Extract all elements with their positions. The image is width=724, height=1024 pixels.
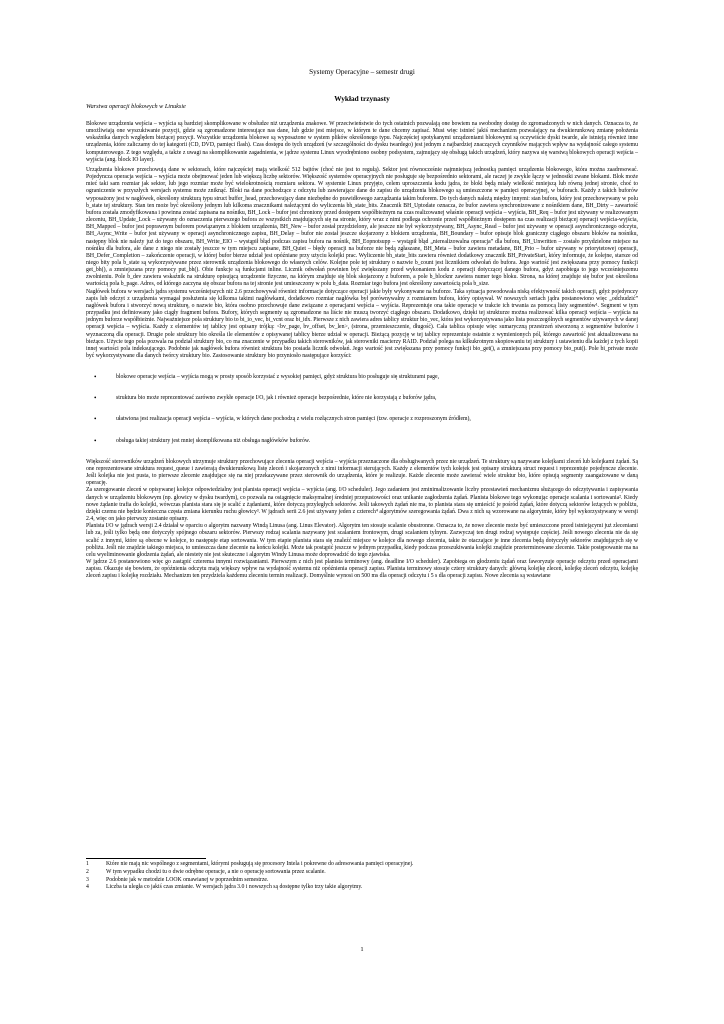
footnote-text: Które nie mają nic wspólnego z segmentami, którymi posługują się procesory Intela i pokrewne do adresowania pamięci operacyjnej. — [106, 861, 414, 867]
list-item-text: blokowe operacje wejścia – wyjścia mogą w prosty sposób korzystać z wysokiej pamięci, gdyż struktura bio posługuje się strukturami page, — [116, 374, 440, 381]
footnote-text: W tym wypadku chodzi tu o dwie odrębne operacje, a nie o operację sortowania przez scalanie. — [106, 868, 326, 875]
footnote-number: 4 — [86, 884, 89, 891]
footnote — [86, 877, 638, 885]
section-subtitle: Warstwa operacji blokowych w Linuksie — [86, 103, 186, 110]
paragraph-buffers: Urządzenia blokowe przechowują dane w sektorach, które najczęściej mają wielkość 512 bajtów (choć nie jest to regułą). Sektor jest równocześnie najmniejszą jednostką pamięci urządzenia blokowego, która można zaadresować. Pojedyncza operacja wejścia – wyjścia może obejmować jeden lub większą liczbę sektorów. Większość systemów operacyjnych nie posługuje się bezpośrednio sektorami, ale raczej je zwykle łączy w jednostki zwane blokami. Blok może mieć taki sam rozmiar jak sektor, lub jego rozmiar może być wielokrotnością rozmiaru sektora. W systemie Linux przyjęto, celem uproszczenia kodu jądra, że bloki będą miały wielkość mniejszą lub równą jednej stronie, choć to ograniczenie w przyszłych wersjach systemu może zniknąć. Bloki na dane pochodzące z odczytu lub zawierające dane do zapisu do urządzenia blokowego są umieszczone w pamięci operacyjnej, w buforach. Każdy z takich buforów wyposażony jest w nagłówek, określony strukturą typu struct buffer_head, przechowujący dane niezbędne do prawidłowego zarządzania takim buforem. Do tych danych należą między innymi: stan bufora, który jest przechowywany w polu b_state tej struktury. Stan ten może być określony jednym lub kilkoma znacznikami należącymi do wyliczenia bh_state_bits. Znacznik BH_Uptodate oznacza, że bufor zawiera synchronizowane z nośnikiem dane, BH_Dirty – zawartość bufora została zmodyfikowana i powinna zostać zapisana na nośniku, BH_Lock – bufor jest chroniony przed dostępem współbieżnym na czas realizowanej właśnie operacji wejścia – wyjścia, BH_Req – bufor jest używany w realizowanym zleceniu, BH_Update_Lock – używany do oznaczenia pierwszego bufora ze wszystkich znajdujących się na stronie, który wraz z nimi podlega ochronie przed współbieżnym dostępem na czas realizacji bieżącej operacji wejścia-wyjścia, BH_Mapped – bufor jest poprawnym buforem powiązanym z blokiem urządzenia, BH_New – bufor został przydzielony, ale jeszcze nie był wykorzystywany, BH_Async_Read – bufor jest używany w operacji asynchronicznego odczytu, BH_Async_Write – bufor jest używany w operacji asynchronicznego zapisu, BH_Delay – bufor nie został jeszcze skojarzony z blokiem urządzenia, BH_Boundary – bufor opisuje blok graniczny ciągłego obszaru bloków na nośniku, następny blok nie należy już do tego obszaru, BH_Write_EIO – wystąpił błąd podczas zapisu bufora na nośnik, BH_Eopnotsupp – wystąpił błąd „nierealizowalna operacja” dla bufora, BH_Unwritten – zostało przydzielone miejsce na nośniku dla bufora, ale dane z niego nie zostały jeszcze w tym miejscu zapisane, BH_Quiet – błędy operacji na buforze nie będą zgłaszane, BH_Meta – bufor zawiera metadane, BH_Prio – bufor używany w priorytetowej operacji, BH_Defer_Completion – zakończenie operacji, w której bufor bierze udział jest opóźniane przy użyciu kolejki prac. Wyliczenie bh_state_bits zawiera również dodatkowy znacznik BH_PrivateStart, który informuje, że kolejne, starsze od niego bity pola b_state są wykorzystywane przez sterownik urządzenia blokowego do własnych celów. Kolejne pole tej struktury o nazwie b_count jest licznikiem odwołań do bufora. Jego wartość jest zwiększana przy pomocy funkcji get_bh(), a zmniejszana przy pomocy put_bh(). Obie funkcje są funkcjami inline. Licznik odwołań powinien być zwiększany przed wykonaniem kodu z operacji dotyczącej danego bufora, gdyż zapobiega to jego wcześniejszemu zwolnieniu. Pole b_dev zawiera wskaźnik na strukturę opisującą urządzenie fizyczne, na którym znajduje się blok skojarzony z buforem, a pole b_blocknr zawiera numer tego bloku. Strona, na której znajduje się bufor jest określona wartością pola b_page. Adres, od którego zaczyna się obszar bufora na tej stronie jest umieszczony w polu b_data. Rozmiar tego bufora jest określony zawartością pola b_size. — [86, 166, 638, 288]
list-item-text: ułatwiona jest realizacja operacji wejścia – wyjścia, w których dane pochodzą z wielu rozłącznych stron pamięci (tzw. operacje z rozproszonym źródłem), — [116, 416, 471, 423]
paragraph-bio: Nagłówek bufora w wersjach jądra systemu wcześniejszych niż 2.6 przechowywał również informacje dotyczące operacji jakie były wykonywane na buforze. Taka sytuacja powodowała niską efektywność takich operacji, gdyż pojedynczy zapis lub odczyt z urządzenia wymagał posłużenia się kilkoma takimi nagłówkami, dodatkowo rozmiar nagłówka był porównywalny z rozmiarem bufora, który opisywał. W nowszych seriach jądra postanowiono więc „odchudzić” nagłówek bufora i stworzyć nową strukturę, o nazwie bio, która osobno przechowuje dane związane z operacjami wejścia – wyjścia. Reprezentuje ona takie operacje w trakcie ich trwania za pomocą listy segmentów¹. Segment w tym przypadku jest definiowany jako ciągły fragment bufora. Bufory, których segmenty są zgromadzone na liście nie muszą tworzyć ciągłego obszaru. Dodatkowo, dzięki tej strukturze można realizować kilka operacji wejścia – wyjścia na jednym buforze współbieżnie. Najważniejsze pola struktury bio to bi_io_vec, bi_vcnt oraz bi_idx. Pierwsze z nich zawiera adres tablicy struktur bio_vec, która jest wykorzystywana jako lista poszczególnych segmentów używanych w danej operacji wejścia – wyjścia. Każdy z elementów tej tablicy jest opisany trójką: <bv_page, bv_offset, bv_len>, (strona, przemieszczenie, długość). Cała tablica opisuje więc sumaryczną przestrzeń stworzoną z segmentów buforów i wyznaczoną dla operacji. Drugie pole struktury bio określa ile elementów z opisywanej tablicy bierze udział w operacji. Bieżącą pozycję w tej tablicy reprezentuje ostatnie z wymienionych pól, którego zawartość jest aktualizowana na bieżąco. Użycie tego pola pozwala na podział struktury bio, co ma znaczenie w przypadku takich sterowników, jak sterowniki macierzy RAID. Podział polega na kilkukrotnym skopiowaniu tej struktury i ustawieniu dla każdej z tych kopii innej wartości pola indeksującego. Podobnie jak nagłówek bufora również struktura bio posiada licznik odwołań. Jego wartość jest zwiększana przy pomocy funkcji bio_get(), a zmniejszana przy pomocy bio_put(). Pole bi_private może być wykorzystywane dla danych twórcy struktury bio. Zastosowanie struktury bio przyniosło następujące korzyści: — [86, 288, 638, 359]
document-page — [86, 68, 638, 580]
list-item — [94, 415, 638, 424]
bullet-icon: • — [94, 415, 97, 424]
bullet-icon: • — [94, 373, 97, 382]
footnote — [86, 869, 638, 877]
benefits-list — [86, 374, 638, 445]
footnote — [86, 884, 638, 892]
paragraph-request-queue: Większość sterowników urządzeń blokowych utrzymuje struktury przechowujące zlecenia operacji wejścia – wyjścia przeznaczone dla obsługiwanych przez nie urządzeń. Te struktury są nazywane kolejkami zleceń lub kolejkami żądań. Są one reprezentowane struktura request_queue i zawierają dwukierunkową listę zleceń i skojarzonych z nimi informacji sterujących. Każdy z elementów tych kolejek jest opisany strukturą struct request i reprezentuje pojedyncze zlecenie. Jeśli kolejka nie jest pusta, to pierwsze zlecenie znajdujące się na niej przekazywane przez sterownik do urządzenia, które je realizuje. Każde zlecenie może zawierać wiele struktur bio, które opisują segmenty zaangażowane w daną operację. — [86, 458, 638, 487]
list-item-text: struktura bio może reprezentować zarówno zwykłe operacje I/O, jak i również operacje bezpośrednie, które nie korzystają z buforów jądra, — [116, 395, 437, 402]
footnote-text: Podobnie jak w metodzie LOOK omawianej w poprzednim semestrze. — [106, 876, 269, 883]
footnote-text: Liczba ta uległa co jakiś czas zmianie. W wersjach jądra 3.0 i nowszych są dostępne tylko trzy takie algorytmy. — [106, 884, 363, 891]
footnote-number: 1 — [86, 861, 89, 867]
lecture-title: Wykład trzynasty — [334, 94, 390, 103]
paragraph-linus-elevator: Planista I/O w jądrach wersji 2.4 działał w oparciu o algorytm nazwany Windą Linusa (ang. Linus Elevator). Algorytm ten stosuje scalanie obustronne. Oznacza to, że nowe zlecenie może być umieszczone przed istniejącymi już zleceniami lub za, jeśli tylko będą one dotyczyły spójnego obszaru sektorów. Pierwszy rodzaj scalania nazywany jest scalaniem frontowym, drugi scalaniem tylnym. Zazwyczaj ten drugi rodzaj występuje częściej. Jeśli nowego zlecenia nie da się scalić z innymi, które są obecne w kolejce, to następuje etap sortowania. W tym etapie planista stara się znaleźć miejsce w kolejce dla nowego zlecenia, takie że otaczające je inne zlecenia będą dotyczyły sektorów znajdujących się w pobliżu. Jeśli nie znajdzie takiego miejsca, to umieszcza dane zlecenie na końcu kolejki. Może tak postąpić jeszcze w jednym przypadku, kiedy podczas przeszukiwania kolejki znajdzie przeterminowane zlecenie. Takie postępowanie ma na celu wyeliminowanie głodzenia żądań, ale niestety nie jest skuteczne i algorytm Windy Linusa może doprowadzić do tego zjawiska. — [86, 523, 638, 558]
paragraph-intro: Blokowe urządzenia wejścia – wyjścia są bardziej skomplikowane w obsłudze niż urządzenia znakowe. W przeciwieństwie do tych ostatnich pozwalają one bowiem na swobodny dostęp do zgromadzonych w nich danych. Oznacza to, że umożliwiają one wyszukiwanie pozycji, gdzie są zgromadzone interesujące nas dane, lub gdzie jest miejsce, w którym te dane chcemy zapisać. Musi więc istnieć jakiś mechanizm pozwalający na dwukierunkową zmianę położenia wskaźnika danych względem bieżącej pozycji. Wszystkie urządzenia blokowe są wyposażone w system plików określonego typu. Najczęściej spotykanymi urządzeniami blokowymi są oczywiście dyski twarde, ale istnieją również inne urządzenia, które zaliczamy do tej kategorii (CD, DVD, pamięci flash). Czas dostępu do tych urządzeń (w szczególności do dysku twardego) jest jednym z najbardziej znaczących czynników mających wpływ na wydajność całego systemu komputerowego. Z tego względu, a także z uwagi na skomplikowanie zagadnienia, w jądrze systemu Linux wyodrębniono osobny podsystem, zajmujący się obsługą takich urządzeń, który nazywa się warstwą blokowych operacji wejścia – wyjścia (ang. block IO layer). — [86, 121, 638, 163]
page-number: 1 — [360, 946, 364, 953]
paragraph-io-scheduler: Za szeregowanie zleceń w opisywanej kolejce odpowiedzialny jest planista operacji wejścia – wyjścia (ang. I/O scheduler). Jego zadaniem jest zminimalizowanie liczby przestawień mechanizmu służącego do odczytywania i zapisywania danych w urządzeniu blokowym (np. głowicy w dysku twardym), co pozwala na osiągnięcie maksymalnej średniej przepustowości oraz unikanie zagłodzenia żądań. Planista blokowe tego wykonując operacje scalania i sortowania². Kiedy nowe żądanie trafia do kolejki, wówczas planista stara się je scalić z żądaniami, które dotyczą przyległych sektorów. Jeśli takowych żądań nie ma, to planista stara się umieścić je pośród żądań, które dotyczą sektorów leżących w pobliżu, dzięki czemu nie będzie konieczna częsta zmiana kierunku ruchu głowicy³. W jądrach serii 2.6 jest używany jeden z czterech⁴ algorytmów szeregowania żądań. Dwa z nich są wzorowane na algorytmie, który był wykorzystywany w wersji 2.4, więc on jako pierwszy zostanie opisany. — [86, 487, 638, 523]
list-item — [94, 436, 638, 445]
footnote-divider — [86, 858, 206, 859]
footnotes — [86, 861, 638, 892]
list-item — [94, 394, 638, 403]
running-header: Systemy Operacyjne – semestr drugi — [309, 68, 415, 76]
list-item — [94, 373, 638, 382]
paragraph-deadline-scheduler: W jądrze 2.6 postanowiono więc go zastąpić czterema innymi rozwiązaniami. Pierwszym z nich jest planista terminowy (ang. deadline I/O scheduler). Zapobiega on głodzeniu żądań oraz faworyzuje operacje odczytu przed operacjami zapisu. Okazuje się bowiem, że opóźnienia odczytu mają większy wpływ na wydajność systemu niż opóźnienia operacji zapisu. Planista terminowy stosuje cztery struktury danych: główną kolejkę zleceń, kolejkę zleceń odczytu, kolejkę zleceń zapisu i kolejkę rozdziału. Mechanizm ten przydziela każdemu zleceniu termin realizacji. Domyślnie wynosi on 500 ms dla operacji odczytu i 5 s dla operacji zapisu. Nowe zlecenia są wstawiane — [86, 558, 638, 580]
list-item-text: obsługa takiej struktury jest mniej skomplikowana niż obsługa nagłówków buforów. — [116, 437, 311, 444]
footnote-number: 2 — [86, 868, 89, 875]
footnote-number: 3 — [86, 876, 89, 883]
bullet-icon: • — [94, 394, 97, 403]
bullet-icon: • — [94, 436, 97, 445]
footnote — [86, 861, 638, 869]
